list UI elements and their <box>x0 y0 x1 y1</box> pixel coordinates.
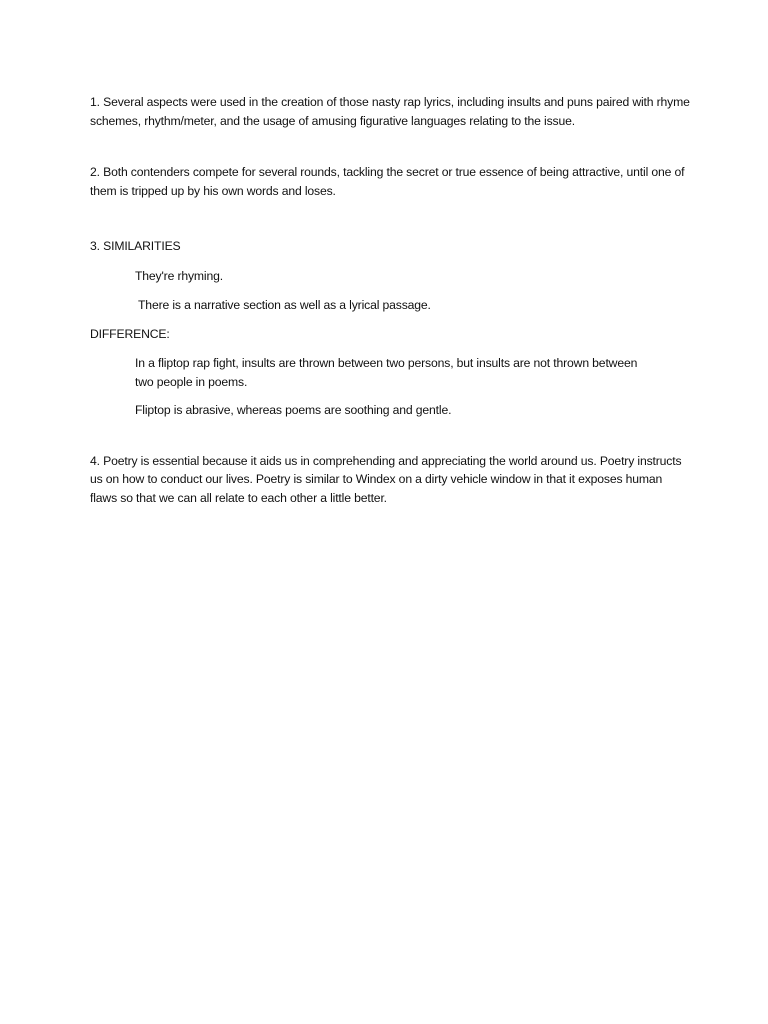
difference-item: Fliptop is abrasive, whereas poems are soothing and gentle. <box>135 403 452 417</box>
document-body <box>90 93 690 507</box>
difference-heading: DIFFERENCE: <box>90 326 170 341</box>
answer-1-paragraph: 1. Several aspects were used in the creation of those nasty rap lyrics, including insults and puns paired with rhyme schemes, rhythm/meter, and the usage of amusing figurative languages relating to the issue. <box>90 95 690 128</box>
answer-4-paragraph: 4. Poetry is essential because it aids us in comprehending and appreciating the world around us. Poetry instructs us on how to conduct our lives. Poetry is similar to Windex on a dirty vehicle window in that it exposes human flaws so that we can all relate to each other a little better. <box>90 453 682 505</box>
similarities-heading: 3. SIMILARITIES <box>90 239 181 253</box>
answer-2-paragraph: 2. Both contenders compete for several rounds, tackling the secret or true essence of being attractive, until one of them is tripped up by his own words and loses. <box>90 165 685 198</box>
similarity-item: They're rhyming. <box>135 268 223 283</box>
similarity-item: There is a narrative section as well as a lyrical passage. <box>135 298 431 312</box>
difference-item: In a fliptop rap fight, insults are thrown between two persons, but insults are not thrown between two people in poems. <box>135 356 638 389</box>
